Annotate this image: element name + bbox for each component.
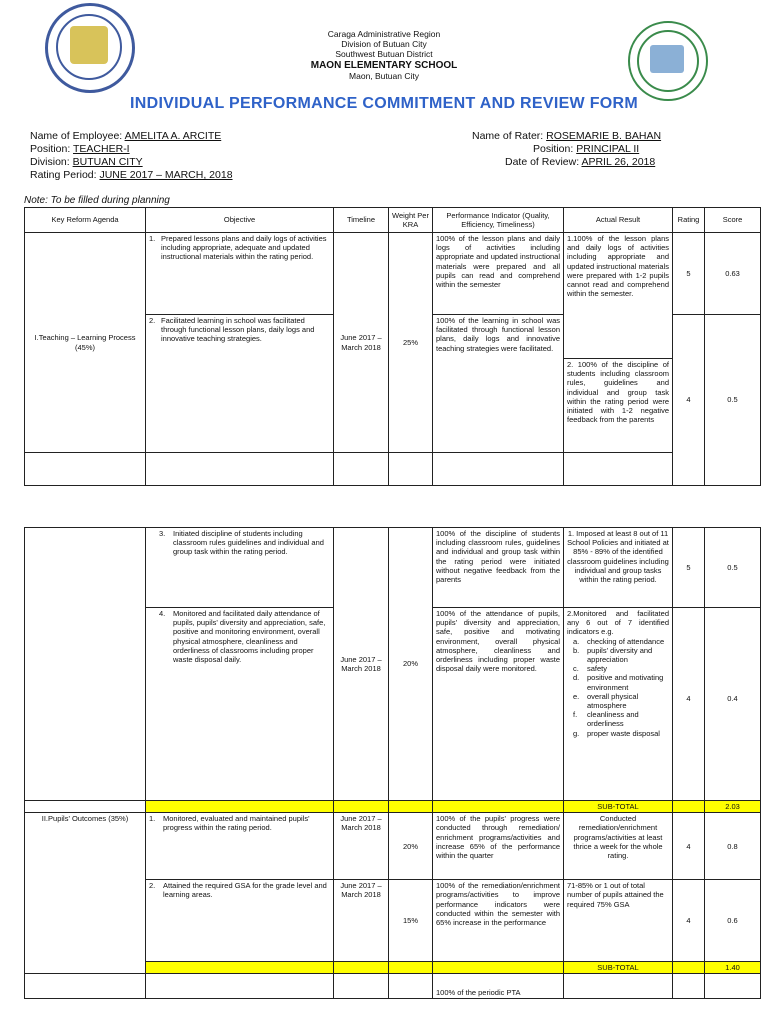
header-rating: Rating bbox=[673, 208, 705, 233]
planning-note: Note: To be filled during planning bbox=[24, 195, 170, 206]
objective-2: 2. Facilitated learning in school was facilitated through functional lesson plans, daily logs and innovative teaching strategies. bbox=[146, 315, 334, 453]
rating-1: 5 bbox=[673, 233, 705, 315]
review-date: APRIL 26, 2018 bbox=[581, 156, 656, 168]
result-6: 71-85% or 1 out of total number of pupils attained the required 75% GSA bbox=[564, 880, 673, 962]
result-5: Conducted remediation/enrichment programs/activities at least thrice a week for the whole rating. bbox=[564, 813, 673, 880]
score-5: 0.8 bbox=[705, 813, 761, 880]
timeline-2: June 2017 – March 2018 bbox=[334, 528, 389, 801]
employee-division-row: Division: BUTUAN CITY bbox=[30, 156, 143, 168]
result-4: 2.Monitored and facilitated any 6 out of 7 identified indicators e.g. a. checking of attendance b. pupils' diversity and appreciation c. safety d. positive and motivating environment e. overall physical atmosphere f. cleanliness and orderliness g. proper waste disposal bbox=[564, 608, 673, 801]
rater-position: PRINCIPAL II bbox=[576, 143, 640, 155]
score-2: 0.5 bbox=[705, 315, 761, 486]
employee-name-row: Name of Employee: AMELITA A. ARCITE bbox=[30, 130, 222, 142]
subtotal-label-1: SUB-TOTAL bbox=[564, 801, 673, 813]
objective-4: 4. Monitored and facilitated daily attendance of pupils, pupils' diversity and appreciation, safe, positive and monitoring environment, overall physical atmosphere, cleanliness and orderliness of classrooms including proper waste disposal daily. bbox=[146, 608, 334, 801]
indicator-6: 100% of the remediation/enrichment programs/activities to improve performance indicators were conducted within the semester with 65% increase in the performance bbox=[433, 880, 564, 962]
rating-6: 4 bbox=[673, 880, 705, 962]
indicator-7: 100% of the periodic PTA bbox=[433, 974, 564, 999]
employee-position: TEACHER-I bbox=[73, 143, 130, 155]
indicator-5: 100% of the pupils' progress were conducted through remediation/ enrichment programs/activities and increase 65% of the performance within the quarter bbox=[433, 813, 564, 880]
district-line: Southwest Butuan District bbox=[335, 49, 433, 59]
result-2: 2. 100% of the discipline of students including classroom rules, guidelines and individual and group task within the rating period were initiated with 1-2 negative feedback from the parents bbox=[564, 359, 673, 453]
timeline-3: June 2017 – March 2018 bbox=[334, 813, 389, 880]
rater-position-row: Position: PRINCIPAL II bbox=[533, 143, 640, 155]
rating-period-row: Rating Period: JUNE 2017 – MARCH, 2018 bbox=[30, 169, 233, 181]
score-4: 0.4 bbox=[705, 608, 761, 801]
result-1: 1.100% of the lesson plans and daily logs of activities including appropriate and updated instructional materials were prepared with 1-2 pupils cannot read and comprehend within the semester. bbox=[564, 233, 673, 359]
employee-position-row: Position: TEACHER-I bbox=[30, 143, 130, 155]
objective-1: 1. Prepared lessons plans and daily logs of activities including appropriate, adequate and updated instructional materials within the rating period. bbox=[146, 233, 334, 315]
objective-5: 1. Monitored, evaluated and maintained pupils' progress within the rating period. bbox=[146, 813, 334, 880]
school-address: Maon, Butuan City bbox=[349, 71, 419, 81]
rating-2: 4 bbox=[673, 315, 705, 486]
subtotal-1: 2.03 bbox=[705, 801, 761, 813]
weight-2: 20% bbox=[389, 528, 433, 801]
header-score: Score bbox=[705, 208, 761, 233]
header-weight: Weight Per KRA bbox=[389, 208, 433, 233]
employee-division: BUTUAN CITY bbox=[72, 156, 143, 168]
rating-period: JUNE 2017 – MARCH, 2018 bbox=[99, 169, 233, 181]
score-1: 0.63 bbox=[705, 233, 761, 315]
ipcrf-table-page2 bbox=[24, 527, 761, 999]
region-line: Caraga Administrative Region bbox=[327, 29, 441, 39]
division-line: Division of Butuan City bbox=[341, 39, 427, 49]
indicator-4: 100% of the attendance of pupils, pupils' diversity and appreciation, safe, positive and motivating environment, overall physical atmosphere, cleanliness and orderliness including proper waste disposal daily were monitored. bbox=[433, 608, 564, 801]
form-title: INDIVIDUAL PERFORMANCE COMMITMENT AND REVIEW FORM bbox=[129, 95, 639, 112]
rating-5: 4 bbox=[673, 813, 705, 880]
header-kra: Key Reform Agenda bbox=[25, 208, 146, 233]
rater-name: ROSEMARIE B. BAHAN bbox=[546, 130, 662, 142]
indicator-1: 100% of the lesson plans and daily logs of activities including appropriate and updated instructional materials were prepared and all pupils can read and comprehend within the semester bbox=[433, 233, 564, 315]
timeline-1: June 2017 – March 2018 bbox=[334, 233, 389, 453]
score-3: 0.5 bbox=[705, 528, 761, 608]
subtotal-label-2: SUB-TOTAL bbox=[564, 962, 673, 974]
rating-4: 4 bbox=[673, 608, 705, 801]
weight-1: 25% bbox=[389, 233, 433, 453]
header-objective: Objective bbox=[146, 208, 334, 233]
timeline-4: June 2017 – March 2018 bbox=[334, 880, 389, 962]
ipcrf-table-page1 bbox=[24, 207, 761, 486]
subtotal-2: 1.40 bbox=[705, 962, 761, 974]
objective-6: 2. Attained the required GSA for the grade level and learning areas. bbox=[146, 880, 334, 962]
weight-3: 20% bbox=[389, 813, 433, 880]
indicator-2: 100% of the learning in school was facilitated through functional lesson plans, daily logs and innovative teaching strategies were facilitated. bbox=[433, 315, 564, 453]
objective-3: 3. Initiated discipline of students including classroom rules guidelines and individual and group task within the rating period. bbox=[146, 528, 334, 608]
header-result: Actual Result bbox=[564, 208, 673, 233]
header-indicator: Performance Indicator (Quality, Efficiency, Timeliness) bbox=[433, 208, 564, 233]
weight-4: 15% bbox=[389, 880, 433, 962]
rater-name-row: Name of Rater: ROSEMARIE B. BAHAN bbox=[472, 130, 662, 142]
header-timeline: Timeline bbox=[334, 208, 389, 233]
kra-pupils-outcomes: II.Pupils' Outcomes (35%) bbox=[25, 813, 146, 974]
result-4-list: a. checking of attendance b. pupils' diversity and appreciation c. safety d. positive and motivating environment e. overall physical atmosphere f. cleanliness and orderliness g. proper waste disposal bbox=[573, 636, 665, 738]
result-3: 1. Imposed at least 8 out of 11 School Policies and initiated at 85% - 89% of the identified classroom guidelines including individual and group tasks within the rating period. bbox=[564, 528, 673, 608]
indicator-3: 100% of the discipline of students including classroom rules, guidelines and individual and group task within the rating period were initiated without negative feedback from the parents bbox=[433, 528, 564, 608]
school-name: MAON ELEMENTARY SCHOOL bbox=[310, 60, 458, 71]
score-6: 0.6 bbox=[705, 880, 761, 962]
rating-3: 5 bbox=[673, 528, 705, 608]
employee-name: AMELITA A. ARCITE bbox=[124, 130, 222, 142]
kra-teaching-learning: I.Teaching – Learning Process (45%) bbox=[25, 233, 146, 453]
review-date-row: Date of Review: APRIL 26, 2018 bbox=[505, 156, 656, 168]
